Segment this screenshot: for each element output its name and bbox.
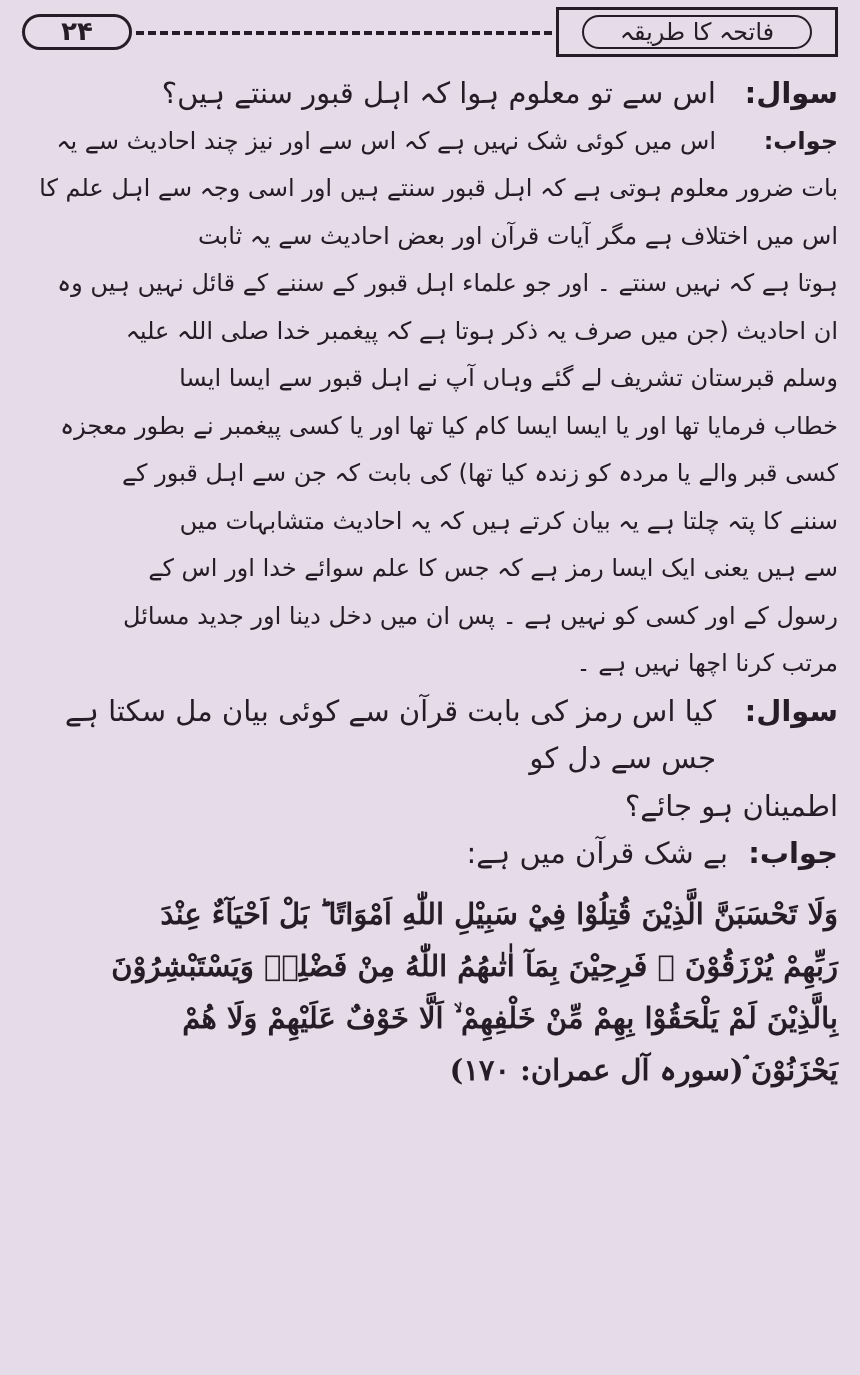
- running-title-box: [556, 7, 838, 57]
- quran-verse: [22, 888, 838, 1096]
- answer-1-line: سننے کا پتہ چلتا ہے یہ بیان کرتے ہیں کہ یہ احادیث متشابہات میں: [179, 506, 838, 535]
- verse-line: رَبِّهِمْ يُرْزَقُوْنَ ۙ فَرِحِيْنَ بِمَآ اٰتٰىهُمُ اللّٰهُ مِنْ فَضْلِهٖ وَيَسْتَبْشِرُوْنَ: [111, 948, 838, 983]
- answer-2: [22, 830, 838, 878]
- running-title: فاتحہ کا طریقہ: [582, 15, 812, 49]
- answer-1-line: کسی قبر والے یا مردہ کو زندہ کیا تھا) کی بابت کہ جن سے اہل قبور کے: [121, 459, 838, 487]
- page-number: ۲۴: [22, 14, 132, 50]
- answer-1: [22, 118, 838, 688]
- answer-1-line: اس میں کوئی شک نہیں ہے کہ اس سے اور نیز چند احادیث سے یہ: [56, 126, 716, 155]
- question-label: سوال:: [744, 693, 838, 728]
- question-2-line: اطمینان ہو جائے؟: [624, 788, 838, 823]
- question-2: [22, 688, 838, 831]
- question-1: [22, 70, 838, 118]
- answer-1-line: بات ضرور معلوم ہوتی ہے کہ اہل قبور سنتے ہیں اور اسی وجہ سے اہل علم کا: [39, 174, 838, 202]
- answer-1-line: ہوتا ہے کہ نہیں سنتے ۔ اور جو علماء اہل قبور کے سننے کے قائل نہیں ہیں وہ: [57, 269, 838, 297]
- question-1-text: اس سے تو معلوم ہوا کہ اہل قبور سنتے ہیں؟: [161, 76, 716, 110]
- answer-2-text: بے شک قرآن میں ہے:: [466, 836, 728, 870]
- question-label: سوال:: [744, 76, 838, 110]
- verse-reference: (سورہ آل عمران: ۱۷۰): [449, 1052, 744, 1087]
- verse-line: يَحْزَنُوْنَ ۘ: [743, 1052, 838, 1087]
- answer-1-line: اس میں اختلاف ہے مگر آیات قرآن اور بعض احادیث سے یہ ثابت: [198, 221, 838, 250]
- verse-line: وَلَا تَحْسَبَنَّ الَّذِيْنَ قُتِلُوْا فِيْ سَبِيْلِ اللّٰهِ اَمْوَاتًا ؕ بَلْ اَحْيَآءٌ عِنْدَ: [160, 896, 838, 931]
- header-dashed-rule: [136, 31, 552, 35]
- question-2-line: کیا اس رمز کی بابت قرآن سے کوئی بیان مل سکتا ہے جس سے دل کو: [64, 693, 716, 775]
- answer-1-line: رسول کے اور کسی کو نہیں ہے ۔ پس ان میں دخل دینا اور جدید مسائل: [123, 601, 838, 630]
- page-header: [22, 0, 838, 64]
- verse-line: بِالَّذِيْنَ لَمْ يَلْحَقُوْا بِهِمْ مِّنْ خَلْفِهِمْ ۙ اَلَّا خَوْفٌ عَلَيْهِمْ وَلَا هُمْ: [182, 1000, 838, 1035]
- page-body: [22, 70, 838, 1096]
- verse-last-line: [22, 1044, 838, 1096]
- answer-label: جواب:: [763, 126, 838, 155]
- answer-1-line: ان احادیث (جن میں صرف یہ ذکر ہوتا ہے کہ پیغمبر خدا صلی اللہ علیہ: [125, 316, 838, 345]
- answer-1-line: سے ہیں یعنی ایک ایسا رمز ہے کہ جس کا علم سوائے خدا اور اس کے: [148, 554, 838, 582]
- answer-1-line: خطاب فرمایا تھا اور یا ایسا ایسا کام کیا تھا اور یا کسی پیغمبر نے بطور معجزہ: [60, 411, 838, 440]
- answer-1-line: وسلم قبرستان تشریف لے گئے وہاں آپ نے اہل قبور سے ایسا ایسا: [179, 364, 838, 392]
- answer-label: جواب:: [748, 836, 838, 870]
- answer-1-line: مرتب کرنا اچھا نہیں ہے ۔: [576, 649, 838, 677]
